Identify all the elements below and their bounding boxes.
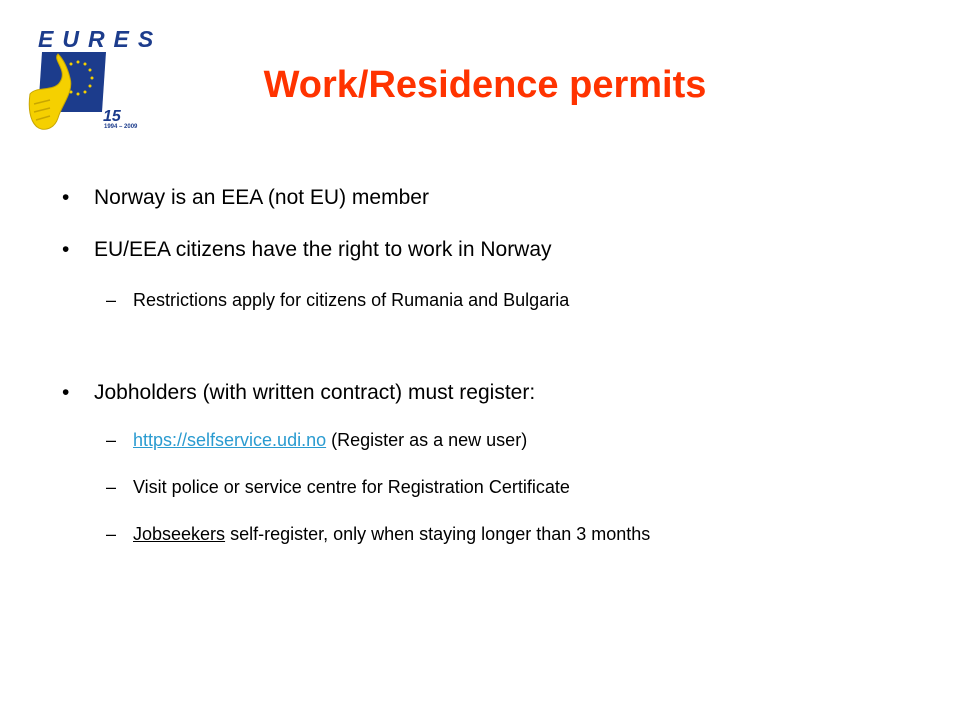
bullet-item <box>62 186 429 210</box>
anniversary-years: 1994 – 2009 <box>104 124 138 130</box>
sub-bullet-text: (Register as a new user) <box>326 430 528 450</box>
sub-bullet-text: Restrictions apply for citizens of Rumania and Bulgaria <box>133 290 570 310</box>
sub-bullet-item <box>106 430 527 451</box>
jobseekers-underlined-text: Jobseekers <box>133 524 226 544</box>
sub-bullet-item <box>106 524 650 545</box>
dash-marker: – <box>106 430 117 450</box>
sub-bullet-text: self-register, only when staying longer than 3 months <box>225 524 651 544</box>
slide-title-text: Work/Residence permits <box>263 64 707 106</box>
bullet-item <box>62 381 535 405</box>
bullet-text: Jobholders (with written contract) must register: <box>94 381 536 404</box>
dash-marker: – <box>106 290 117 310</box>
dash-marker: – <box>106 524 117 544</box>
udi-selfservice-link[interactable]: https://selfservice.udi.no <box>133 430 327 450</box>
eures-wordmark: EURES <box>38 26 163 52</box>
sub-bullet-item <box>106 290 569 311</box>
bullet-marker: • <box>62 238 70 261</box>
sub-bullet-item <box>106 477 570 498</box>
sub-bullet-text: Visit police or service centre for Registration Certificate <box>133 477 570 497</box>
bullet-marker: • <box>62 381 70 404</box>
slide-title <box>0 64 960 107</box>
anniversary-number: 15 <box>103 108 121 125</box>
bullet-item <box>62 238 552 262</box>
bullet-text: EU/EEA citizens have the right to work in Norway <box>94 238 552 261</box>
bullet-text: Norway is an EEA (not EU) member <box>94 186 429 209</box>
bullet-marker: • <box>62 186 70 209</box>
dash-marker: – <box>106 477 117 497</box>
